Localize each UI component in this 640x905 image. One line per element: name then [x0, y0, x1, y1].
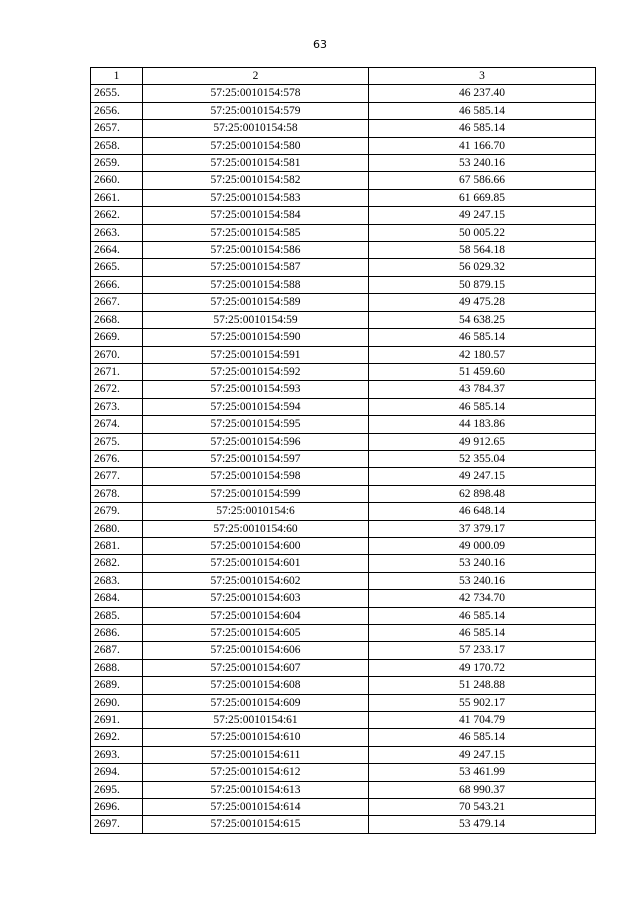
cadastral-number-cell: 57:25:0010154:596	[143, 433, 369, 450]
cadastral-number-cell: 57:25:0010154:612	[143, 764, 369, 781]
table-row	[91, 363, 596, 380]
table-row	[91, 172, 596, 189]
cadastral-number-cell: 57:25:0010154:601	[143, 555, 369, 572]
row-number-cell: 2683.	[91, 572, 143, 589]
table-row	[91, 224, 596, 241]
row-number-cell: 2680.	[91, 520, 143, 537]
cadastral-number-cell: 57:25:0010154:589	[143, 294, 369, 311]
table-row	[91, 572, 596, 589]
column-header-3: 3	[369, 68, 596, 85]
value-cell: 41 704.79	[369, 712, 596, 729]
row-number-cell: 2664.	[91, 242, 143, 259]
table-row	[91, 537, 596, 554]
column-header-2: 2	[143, 68, 369, 85]
value-cell: 49 000.09	[369, 537, 596, 554]
cadastral-number-cell: 57:25:0010154:593	[143, 381, 369, 398]
table-row	[91, 642, 596, 659]
row-number-cell: 2665.	[91, 259, 143, 276]
row-number-cell: 2660.	[91, 172, 143, 189]
row-number-cell: 2685.	[91, 607, 143, 624]
cadastral-number-cell: 57:25:0010154:59	[143, 311, 369, 328]
row-number-cell: 2661.	[91, 189, 143, 206]
cadastral-number-cell: 57:25:0010154:58	[143, 120, 369, 137]
table-row	[91, 207, 596, 224]
cadastral-number-cell: 57:25:0010154:578	[143, 85, 369, 102]
cadastral-number-cell: 57:25:0010154:591	[143, 346, 369, 363]
cadastral-number-cell: 57:25:0010154:611	[143, 746, 369, 763]
table-row	[91, 381, 596, 398]
cadastral-number-cell: 57:25:0010154:607	[143, 659, 369, 676]
value-cell: 46 585.14	[369, 729, 596, 746]
table-row	[91, 346, 596, 363]
value-cell: 55 902.17	[369, 694, 596, 711]
value-cell: 46 585.14	[369, 102, 596, 119]
table-row	[91, 764, 596, 781]
row-number-cell: 2691.	[91, 712, 143, 729]
value-cell: 50 005.22	[369, 224, 596, 241]
value-cell: 53 240.16	[369, 555, 596, 572]
row-number-cell: 2656.	[91, 102, 143, 119]
value-cell: 56 029.32	[369, 259, 596, 276]
cadastral-number-cell: 57:25:0010154:586	[143, 242, 369, 259]
row-number-cell: 2658.	[91, 137, 143, 154]
cadastral-number-cell: 57:25:0010154:580	[143, 137, 369, 154]
table-row	[91, 746, 596, 763]
value-cell: 51 248.88	[369, 677, 596, 694]
table-row	[91, 311, 596, 328]
cadastral-number-cell: 57:25:0010154:597	[143, 450, 369, 467]
cadastral-number-cell: 57:25:0010154:595	[143, 416, 369, 433]
cadastral-number-cell: 57:25:0010154:61	[143, 712, 369, 729]
value-cell: 62 898.48	[369, 485, 596, 502]
table-row	[91, 503, 596, 520]
value-cell: 67 586.66	[369, 172, 596, 189]
cadastral-number-cell: 57:25:0010154:60	[143, 520, 369, 537]
value-cell: 50 879.15	[369, 276, 596, 293]
cadastral-number-cell: 57:25:0010154:614	[143, 799, 369, 816]
table-row	[91, 450, 596, 467]
table-row	[91, 398, 596, 415]
cadastral-number-cell: 57:25:0010154:588	[143, 276, 369, 293]
cadastral-number-cell: 57:25:0010154:594	[143, 398, 369, 415]
row-number-cell: 2679.	[91, 503, 143, 520]
column-header-1: 1	[91, 68, 143, 85]
value-cell: 46 585.14	[369, 625, 596, 642]
table-header-row	[91, 68, 596, 85]
row-number-cell: 2692.	[91, 729, 143, 746]
row-number-cell: 2697.	[91, 816, 143, 833]
value-cell: 61 669.85	[369, 189, 596, 206]
cadastral-number-cell: 57:25:0010154:6	[143, 503, 369, 520]
cadastral-number-cell: 57:25:0010154:610	[143, 729, 369, 746]
table-row	[91, 294, 596, 311]
row-number-cell: 2677.	[91, 468, 143, 485]
cadastral-number-cell: 57:25:0010154:584	[143, 207, 369, 224]
page-number: 63	[313, 38, 327, 51]
cadastral-number-cell: 57:25:0010154:604	[143, 607, 369, 624]
cadastral-number-cell: 57:25:0010154:582	[143, 172, 369, 189]
value-cell: 46 585.14	[369, 329, 596, 346]
table-row	[91, 659, 596, 676]
table-row	[91, 729, 596, 746]
table-row	[91, 799, 596, 816]
row-number-cell: 2694.	[91, 764, 143, 781]
row-number-cell: 2688.	[91, 659, 143, 676]
cadastral-number-cell: 57:25:0010154:615	[143, 816, 369, 833]
cadastral-number-cell: 57:25:0010154:592	[143, 363, 369, 380]
cadastral-number-cell: 57:25:0010154:598	[143, 468, 369, 485]
value-cell: 46 585.14	[369, 607, 596, 624]
value-cell: 41 166.70	[369, 137, 596, 154]
value-cell: 53 240.16	[369, 572, 596, 589]
row-number-cell: 2681.	[91, 537, 143, 554]
value-cell: 37 379.17	[369, 520, 596, 537]
cadastral-number-cell: 57:25:0010154:585	[143, 224, 369, 241]
row-number-cell: 2671.	[91, 363, 143, 380]
value-cell: 46 585.14	[369, 120, 596, 137]
row-number-cell: 2655.	[91, 85, 143, 102]
table-row	[91, 781, 596, 798]
row-number-cell: 2684.	[91, 590, 143, 607]
row-number-cell: 2676.	[91, 450, 143, 467]
row-number-cell: 2668.	[91, 311, 143, 328]
row-number-cell: 2663.	[91, 224, 143, 241]
row-number-cell: 2689.	[91, 677, 143, 694]
row-number-cell: 2662.	[91, 207, 143, 224]
cadastral-number-cell: 57:25:0010154:587	[143, 259, 369, 276]
table-row	[91, 607, 596, 624]
value-cell: 44 183.86	[369, 416, 596, 433]
row-number-cell: 2659.	[91, 155, 143, 172]
table-row	[91, 433, 596, 450]
cadastral-number-cell: 57:25:0010154:579	[143, 102, 369, 119]
table-row	[91, 416, 596, 433]
row-number-cell: 2687.	[91, 642, 143, 659]
table-row	[91, 259, 596, 276]
table-row	[91, 102, 596, 119]
table-row	[91, 276, 596, 293]
table-body	[91, 85, 596, 833]
table-row	[91, 155, 596, 172]
cadastral-number-cell: 57:25:0010154:590	[143, 329, 369, 346]
cadastral-number-cell: 57:25:0010154:608	[143, 677, 369, 694]
row-number-cell: 2693.	[91, 746, 143, 763]
row-number-cell: 2686.	[91, 625, 143, 642]
value-cell: 43 784.37	[369, 381, 596, 398]
value-cell: 42 180.57	[369, 346, 596, 363]
table-row	[91, 694, 596, 711]
row-number-cell: 2690.	[91, 694, 143, 711]
value-cell: 46 648.14	[369, 503, 596, 520]
table-row	[91, 816, 596, 833]
value-cell: 58 564.18	[369, 242, 596, 259]
cadastral-number-cell: 57:25:0010154:599	[143, 485, 369, 502]
value-cell: 49 475.28	[369, 294, 596, 311]
cadastral-number-cell: 57:25:0010154:606	[143, 642, 369, 659]
value-cell: 54 638.25	[369, 311, 596, 328]
value-cell: 49 912.65	[369, 433, 596, 450]
value-cell: 57 233.17	[369, 642, 596, 659]
value-cell: 49 170.72	[369, 659, 596, 676]
row-number-cell: 2667.	[91, 294, 143, 311]
cadastral-number-cell: 57:25:0010154:605	[143, 625, 369, 642]
value-cell: 53 240.16	[369, 155, 596, 172]
value-cell: 49 247.15	[369, 746, 596, 763]
table-row	[91, 590, 596, 607]
table-row	[91, 242, 596, 259]
cadastral-number-cell: 57:25:0010154:609	[143, 694, 369, 711]
registry-table	[90, 67, 596, 834]
row-number-cell: 2675.	[91, 433, 143, 450]
table-row	[91, 137, 596, 154]
value-cell: 70 543.21	[369, 799, 596, 816]
row-number-cell: 2666.	[91, 276, 143, 293]
cadastral-number-cell: 57:25:0010154:583	[143, 189, 369, 206]
row-number-cell: 2669.	[91, 329, 143, 346]
row-number-cell: 2674.	[91, 416, 143, 433]
table-row	[91, 85, 596, 102]
table-row	[91, 625, 596, 642]
cadastral-number-cell: 57:25:0010154:581	[143, 155, 369, 172]
row-number-cell: 2657.	[91, 120, 143, 137]
row-number-cell: 2696.	[91, 799, 143, 816]
row-number-cell: 2673.	[91, 398, 143, 415]
value-cell: 68 990.37	[369, 781, 596, 798]
row-number-cell: 2672.	[91, 381, 143, 398]
table-row	[91, 712, 596, 729]
cadastral-number-cell: 57:25:0010154:600	[143, 537, 369, 554]
cadastral-number-cell: 57:25:0010154:603	[143, 590, 369, 607]
row-number-cell: 2670.	[91, 346, 143, 363]
table-row	[91, 677, 596, 694]
table-row	[91, 120, 596, 137]
row-number-cell: 2678.	[91, 485, 143, 502]
table-row	[91, 468, 596, 485]
row-number-cell: 2695.	[91, 781, 143, 798]
value-cell: 53 479.14	[369, 816, 596, 833]
table-row	[91, 189, 596, 206]
value-cell: 51 459.60	[369, 363, 596, 380]
value-cell: 49 247.15	[369, 207, 596, 224]
value-cell: 53 461.99	[369, 764, 596, 781]
value-cell: 52 355.04	[369, 450, 596, 467]
value-cell: 42 734.70	[369, 590, 596, 607]
table-row	[91, 520, 596, 537]
row-number-cell: 2682.	[91, 555, 143, 572]
value-cell: 49 247.15	[369, 468, 596, 485]
cadastral-number-cell: 57:25:0010154:602	[143, 572, 369, 589]
table-row	[91, 329, 596, 346]
value-cell: 46 585.14	[369, 398, 596, 415]
value-cell: 46 237.40	[369, 85, 596, 102]
table-row	[91, 485, 596, 502]
table-row	[91, 555, 596, 572]
cadastral-number-cell: 57:25:0010154:613	[143, 781, 369, 798]
